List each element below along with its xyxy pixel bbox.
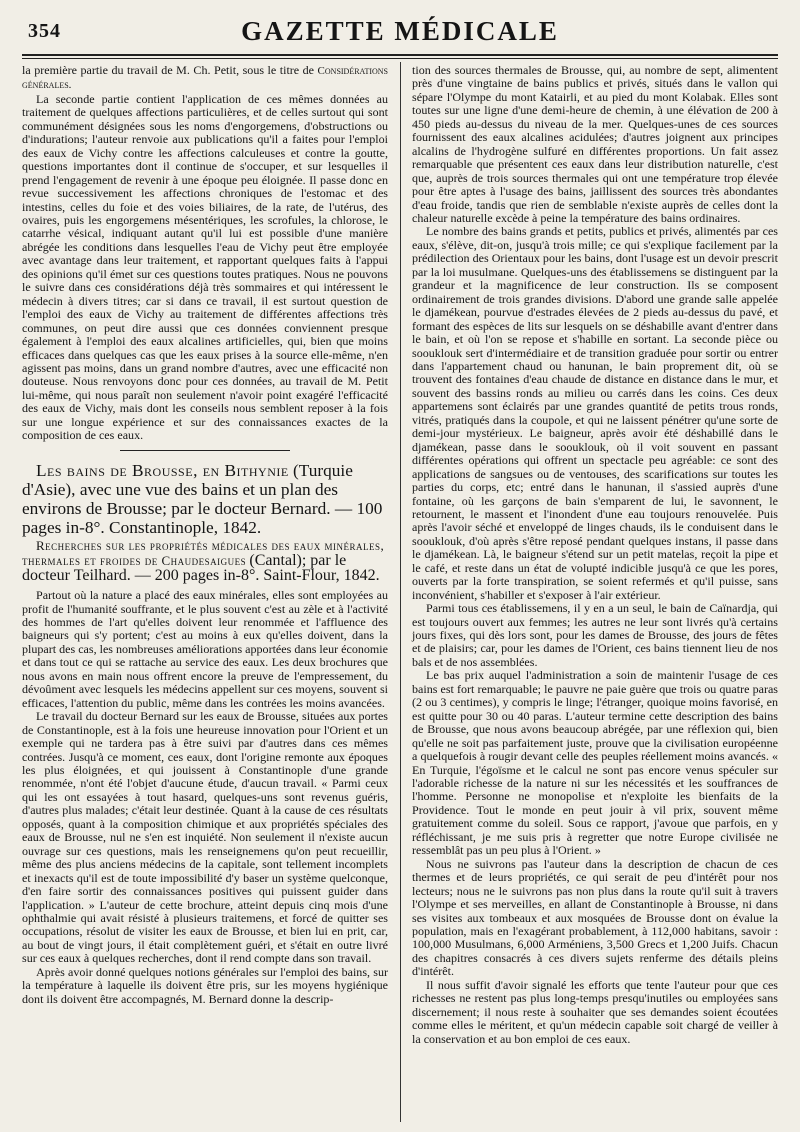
- review-title-2: [22, 538, 388, 584]
- journal-title: GAZETTE MÉDICALE: [241, 16, 559, 46]
- paragraph: tion des sources thermales de Brousse, qui, au nombre de sept, alimentent près d'une vingtaine de bains publics et privés, situés dans le vallon qui sépare l'Olympe du mont Katairli, et au pied du mont Kolabak. Elles sont toutes sur une ligne d'une demi-heure de chemin, à une élévation de 200 à 450 pieds au-dessus du niveau de la mer. Quelques-unes de ces sources fournissent des eaux alcalines acidulées; d'autres joignent aux principes alcalins de l'hydrogène sulfuré en différentes proportions. Un fait assez remarquable que présentent ces eaux dans leur distribution naturelle, c'est que, auprès de trois sources thermales qui ont une température trop élevée pour être aptes à l'usage des bains, jaillissent des sources très abondantes d'eau froide, tandis que rien de semblable n'existe auprès de celles dont la chaleur naturelle excède à peine la température des bains ordinaires.: [412, 63, 778, 225]
- paragraph-text: la première partie du travail de M. Ch. Petit, sous le titre de: [22, 63, 315, 77]
- review-title-1: [22, 461, 388, 538]
- paragraph: Le bas prix auquel l'administration a soin de maintenir l'usage de ces bains est fort remarquable; le pauvre ne paie guère que trois ou quatre paras (2 ou 3 centimes), y compris le linge; l'étranger, quoique moins favorisé, en est quitte pour 30 ou 40 paras. L'auteur termine cette description des bains de Brousse, que nous avons beaucoup abrégée, par une réflexion qui, bien qu'elle ne soit pas parfaitement juste, prouve que la civilisation européenne a quelquefois à rougir devant celle des peuples réellement moins avancés. « En Turquie, l'égoïsme et le calcul ne sont pas encore venus spéculer sur l'adorable richesse de la nature ni sur les nécessités et les souffrances de l'homme. Personne ne monopolise et n'exploite les bienfaits de la Providence. Tout le monde en peut jouir à vil prix, souvent même gratuitement comme du soleil. Sous ce rapport, j'avoue que parfois, en y réfléchissant, je me suis pris à regretter que notre Europe civilisée ne ressemblât pas un peu plus à l'Orient. »: [412, 668, 778, 858]
- paragraph: Nous ne suivrons pas l'auteur dans la description de chacun de ces thermes et de leurs propriétés, ce qui serait de peu d'intérêt pour nos lecteurs; nous ne le suivrons pas non plus dans la route qu'il suit à travers l'Olympe et ses merveilles, en allant de Constantinople à Brousse, ni dans ses visites aux tombeaux et aux mosquées de Brousse dont on évalue la population, mais en l'exagérant probablement, à 112,000 habitans, savoir : 100,000 Musulmans, 6,000 Arméniens, 3,500 Grecs et 1,200 Juifs. Chacun des chapitres consacrés à ces divers sujets renferme des détails pleins d'intérêt.: [412, 856, 778, 979]
- review-title-rest: (Turquie d'Asie), avec une vue des bains et un plan des environs de Brousse; par le docteur Bernard. — 100 pages in-8°. Constantinople, 1842.: [22, 460, 383, 538]
- review-title-rest: (Cantal); par le docteur Teilhard. — 200 pages in-8°. Saint-Flour, 1842.: [22, 551, 380, 584]
- column-divider: [400, 62, 401, 1122]
- section-rule: [120, 450, 290, 451]
- page-header: [22, 14, 778, 56]
- left-column: [22, 64, 388, 1006]
- section-term: Considérations générales.: [22, 65, 388, 92]
- paragraph: Parmi tous ces établissemens, il y en a un seul, le bain de Caïnardja, qui est toujours ouvert aux femmes; les autres ne leur sont livrés qu'à certains jours fixes, qui dès lors sont, pour les dames de Brousse, des jours de fêtes et de plaisirs; car, pour les dames de l'Orient, ces bains tiennent lieu de nos bals et de nos assemblées.: [412, 601, 778, 669]
- paragraph: Après avoir donné quelques notions générales sur l'emploi des bains, sur la température à laquelle ils doivent être pris, sur les moyens hygiénique dont ils doivent être accompagnés, M. Bernard donne la descrip-: [22, 964, 388, 1006]
- page-number: 354: [28, 20, 61, 42]
- paragraph: Partout où la nature a placé des eaux minérales, elles sont employées au profit de l'humanité souffrante, et le plus souvent c'est au zèle et à l'activité des hommes de l'art qu'elles doivent leur renommée et l'affluence des baigneurs qui s'y portent; c'est au moins à eux qu'elles doivent, dans la plupart des cas, les nombreuses améliorations apportées dans leur économie et dans tout ce qui se rattache au service des eaux. Les deux brochures que nous avons en main nous offrent encore la preuve de l'empressement, du dévoûment avec lesquels les médecins appellent sur ces moyens, souvent si efficaces, l'attention du public, même dans les contrées les moins avancées.: [22, 588, 388, 710]
- paragraph: Il nous suffit d'avoir signalé les efforts que tente l'auteur pour que ces richesses ne restent pas plus long-temps presqu'inutiles ou employées sans discernement; il nous reste à souhaiter que ses demandes soient écoutées comme elles le méritent, et qu'un médecin capable soit chargé de veiller à la conservation et au bon emploi de ces eaux.: [412, 977, 778, 1046]
- review-title-lead: Les bains de Brousse, en Bithynie: [36, 460, 289, 480]
- paragraph: La seconde partie contient l'application de ces mêmes données au traitement de quelques affections particulières, et de celles surtout qui sont communément désignées sous les noms d'engorgemens, d'obstructions ou d'indurations; l'auteur renvoie aux publications qu'il a faites pour l'emploi des eaux de Vichy contre les affections calculeuses et contre la goutte, questions importantes dont il continue de s'occuper, et sur lesquelles il prend l'engagement de revenir à une époque peu éloignée. Il passe donc en revue successivement les affections chroniques de l'estomac et des intestins, celles du foie et des voies biliaires, de la rate, de l'utérus, des ovaires, puis les engorgemens mésentériques, les scrofules, la chlorose, le catarrhe vésical, indiquant autant qu'il lui est possible d'une manière abrégée les conditions dans lesquelles l'eau de Vichy peut être employée avec avantage dans leur traitement, et rapportant quelques faits à l'appui des opinions qu'il émet sur ces questions toutes pratiques. Nous ne pouvons le suivre dans ces considérations déjà très sommaires et qui intéressent le médecin à divers titres; car si dans ce travail, il est surtout question de l'emploi des eaux de Vichy au traitement de différentes affections très communes, on peut dire aussi que ces données conviennent presque également à l'emploi des eaux alcalines artificielles, qui, bien que moins efficaces dans quelques cas que les eaux prises à la source elle-même, n'en agissent pas moins, dans un grand nombre d'autres, avec une efficacité non douteuse. Nous renvoyons donc pour ces données, au travail de M. Petit lui-même, qui nous paraît non seulement n'avoir point exagéré l'efficacité des eaux de Vichy, mais dont les conseils nous semblent reposer à la fois sur une longue expérience et sur des connaissances exactes de la composition de ces eaux.: [22, 91, 388, 443]
- header-rule: [22, 58, 778, 59]
- paragraph: Le nombre des bains grands et petits, publics et privés, alimentés par ces eaux, s'élève, dit-on, jusqu'à trois mille; ce qui s'explique facilement par la prédilection des Orientaux pour les bains, dont l'usage est un devoir prescrit par la loi musulmane. Quelques-uns des établissemens se distinguent par la grandeur et la magnificence de leur construction. Ils se composent ordinairement de trois grandes divisions. D'abord une grande salle appelée le djamékean, pourvue d'estrades élevées de 2 pieds au-dessus du pavé, et formant des espèces de lits sur lesquels on se déshabille avant d'entrer dans le bain, et où l'on se repose et s'habille en sortant. La seconde pièce ou soouklouk sert d'intermédiaire et de transition graduée pour sortir ou entrer dans l'appartement chaud ou hanunan, le bain proprement dit, où se trouvent des fontaines d'eau chaude de distance en distance dans le mur, et souvent des bassins ronds au milieu ou carrés dans les coins. Ces deux appartemens sont éclairés par une grandes quantité de petits trous ronds, vitrés, pratiqués dans la coupole, et qui ne laissent pénétrer qu'une sorte de demi-jour mystérieux. Le baigneur, après avoir été déshabillé dans le djamékean, passe dans le soouklouk, où il voit souvent en passant différentes opérations qui offrent un spectacle peu agréable: ce sont des applications de sangsues ou de ventouses, des scarifications sur toutes les parties du corps, etc; entré dans le hanunan, il s'assied auprès d'une fontaine, où les garçons de bain s'emparent de lui, le savonnent, le retournent, le massent et l'inondent d'une eau toujours renouvelée. Puis après l'avoir séché et enveloppé de linges chauds, ils le conduisent dans le soouklouk, d'où après s'être reposé pendant quelques instans, il passe dans le djamékean. Là, le baigneur s'étend sur un petit matelas, reçoit la pipe et le café, et reste dans un état de volupté indicible jusqu'à ce que les pores, ouverts par la forte transpiration, se soient refermés et qu'il puisse, sans inconvénient, s'habiller et s'exposer à l'air extérieur.: [412, 224, 778, 602]
- right-column: [412, 64, 778, 1046]
- paragraph: [22, 64, 388, 93]
- paragraph: Le travail du docteur Bernard sur les eaux de Brousse, situées aux portes de Constantinople, est à la fois une heureuse innovation pour l'Orient et un exemple qui ne tardera pas à être suivi par d'autres dans ces mêmes contrées. Jusqu'à ce moment, ces eaux, dont l'origine remonte aux époques les plus éloignées, et qui jouissent à Constantinople d'une grande renommée, n'ont été l'objet d'aucune étude, d'aucun travail. « Parmi ceux qui les ont essayées à tout hasard, quelques-uns sont revenus guéris, d'autres plus malades; c'était leur destinée. Quant à la cause de ces résultats opposés, quant à la composition chimique et aux propriétés spéciales des eaux de Brousse, nul ne s'en est inquiété. Non seulement il n'existe aucun ouvrage sur ces questions, mais les renseignemens qu'on peut recueillir, même des plus anciens médecins de la capitale, sont tellement incomplets et inexacts qu'il est de toute impossibilité d'y baser un système quelconque, d'en faire sortir des connaissances positives qui puissent guider dans l'application. » L'auteur de cette brochure, atteint depuis cinq mois d'une ophthalmie qui avait résisté à plusieurs traitemens, et forcé de quitter ses occupations, résolut de visiter les eaux de Brousse, et bien lui en prit, car, au bout de vingt jours, il était complètement guéri, et s'était en outre livré sur ces eaux à quelques recherches, dont il rend compte dans son travail.: [22, 709, 388, 966]
- review-title-lead: Recherches sur les propriétés médicales des eaux minérales, thermales et froides de Chaudesaigues: [22, 537, 385, 568]
